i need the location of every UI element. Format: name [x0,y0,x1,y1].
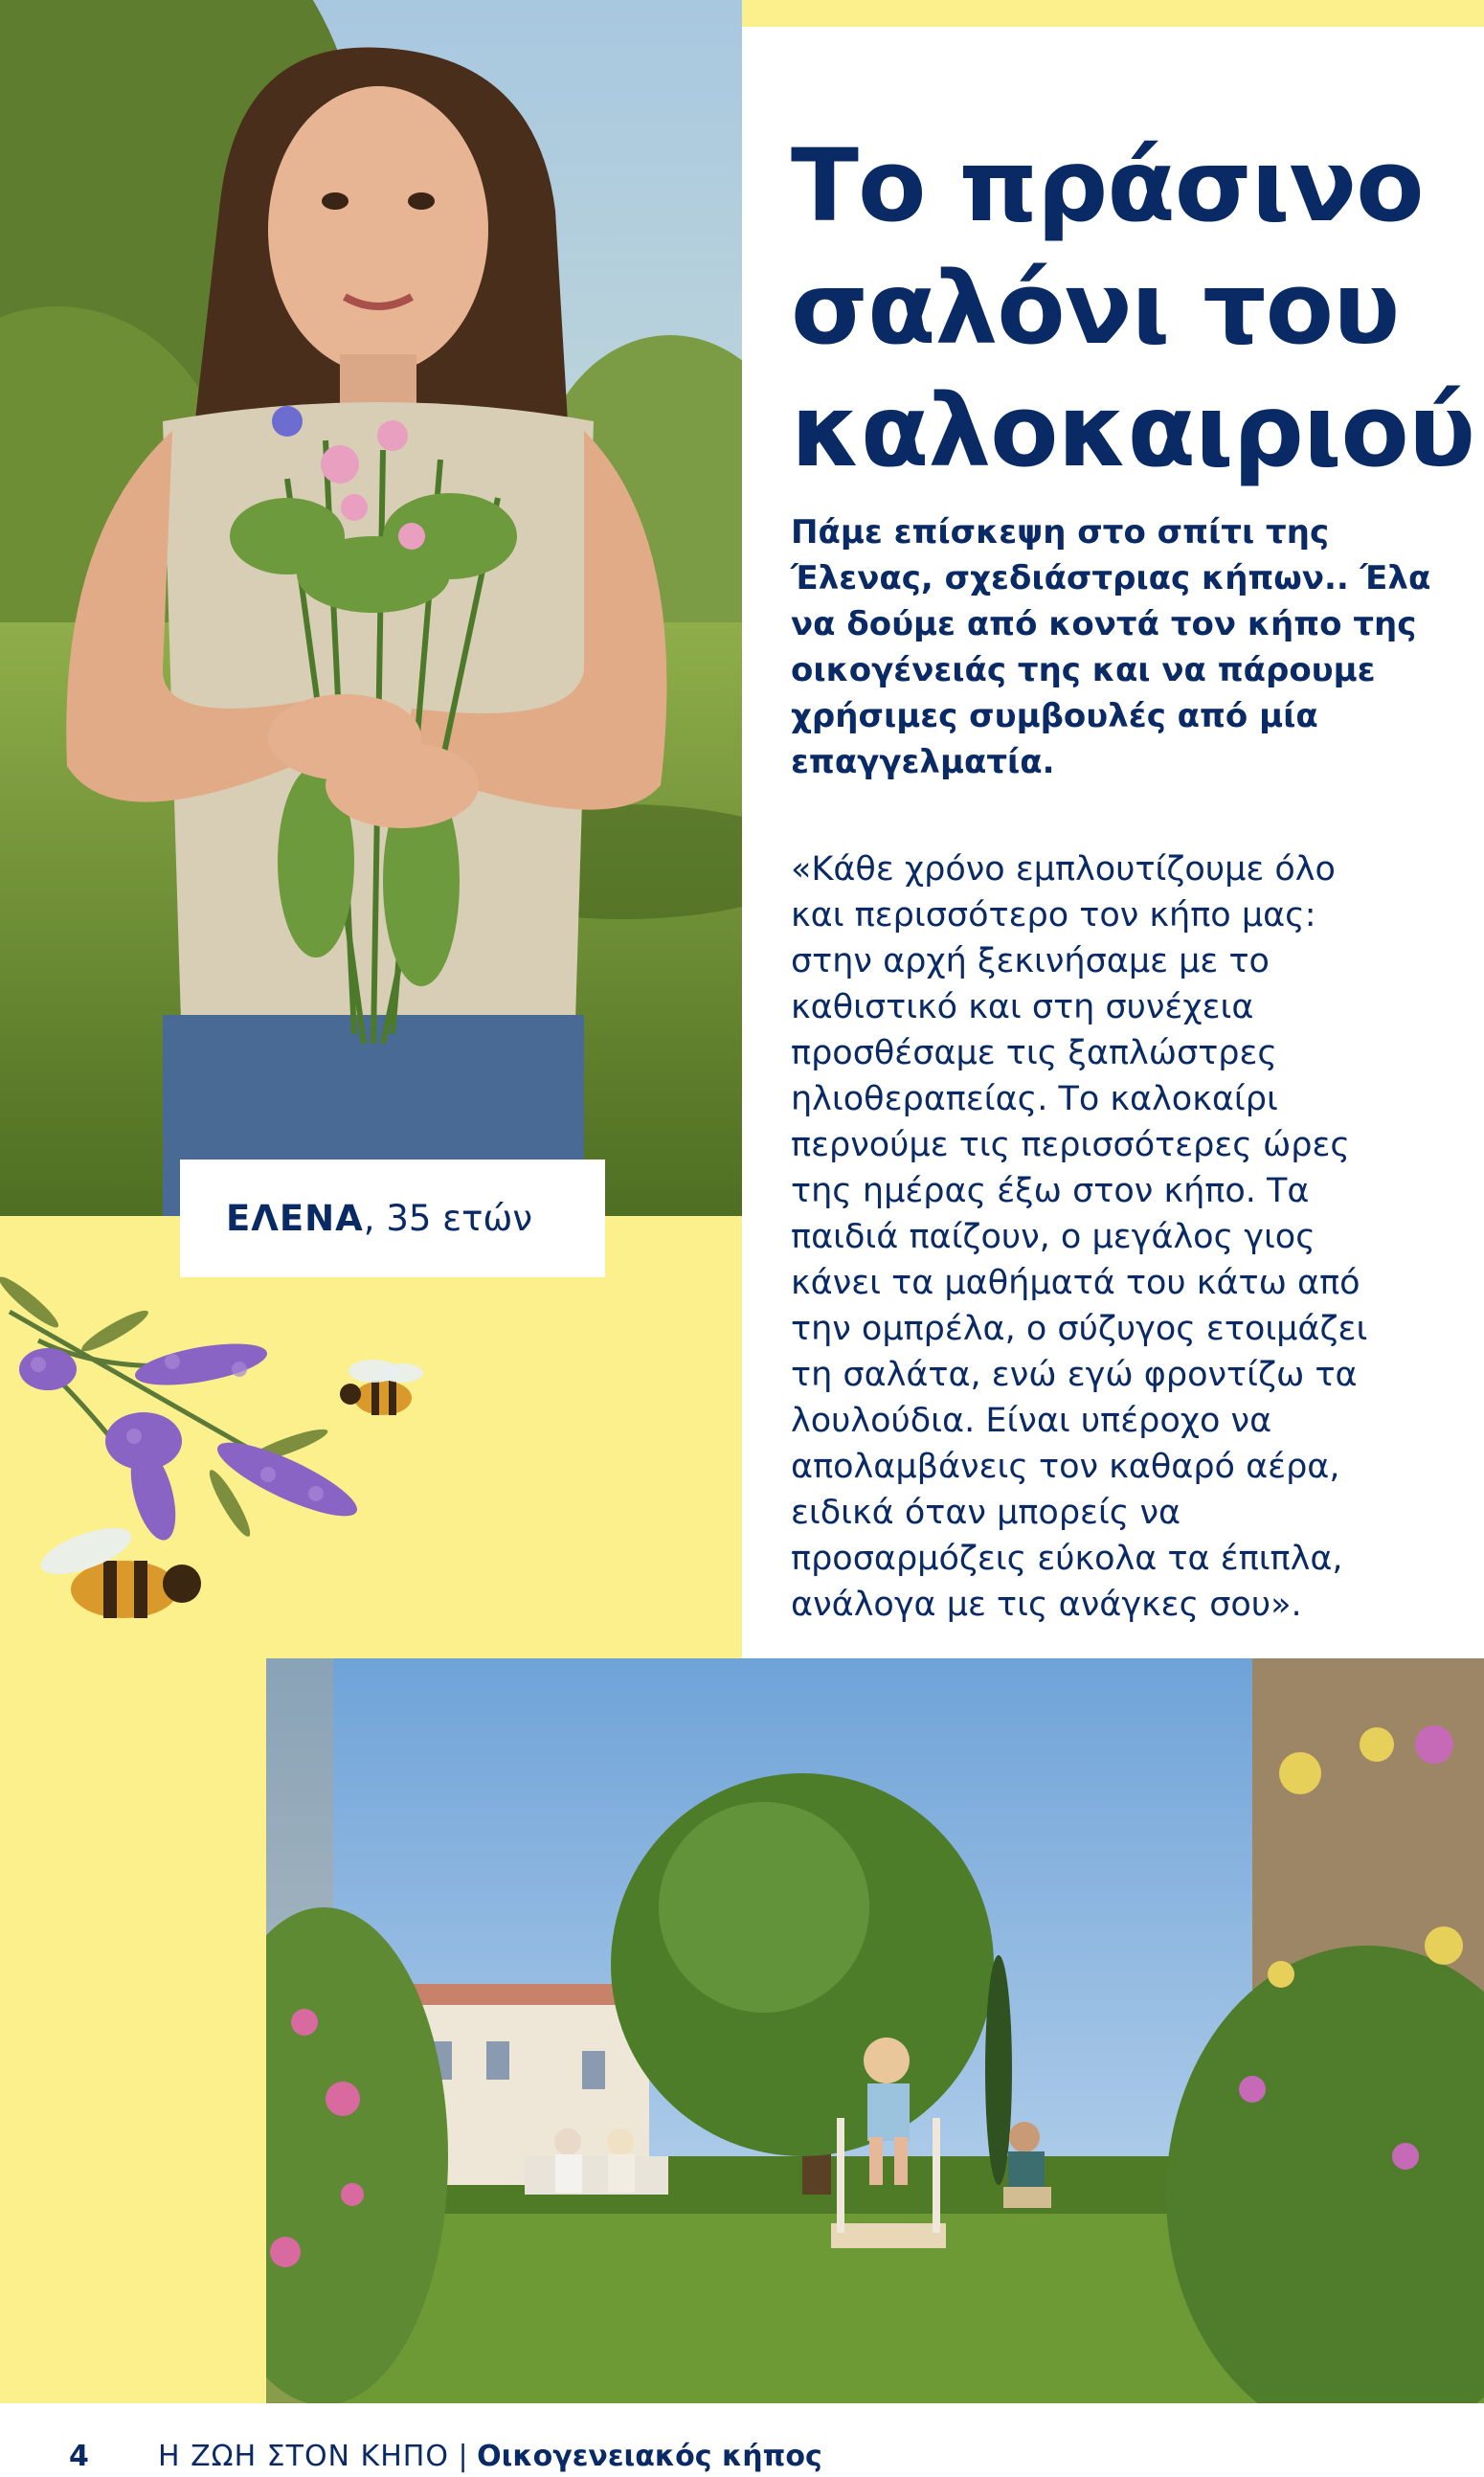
body-line: «Κάθε χρόνο εμπλουτίζουμε όλο [791,850,1336,889]
body-line: και περισσότερο τον κήπο μας: [791,896,1316,935]
body-line: απολαμβάνεις τον καθαρό αέρα, [791,1448,1340,1486]
body-line: ειδικά όταν μπορείς να [791,1494,1181,1532]
body-line: της ημέρας έξω στον κήπο. Τα [791,1172,1310,1210]
title-line: σαλόνι του [791,250,1400,367]
title-line: καλοκαιριού [791,372,1475,489]
body-line: προσθέσαμε τις ξαπλώστρες [791,1034,1277,1072]
name-card [180,1160,605,1277]
body-line: προσαρμόζεις εύκολα τα έπιπλα, [791,1540,1343,1578]
woman-with-flowers-photo [0,0,742,1216]
title-line: Το πράσινο [791,127,1424,244]
lead-line: Πάμε επίσκεψη στο σπίτι της [791,513,1330,552]
person-name: ΕΛΕΝΑ [226,1198,364,1239]
section-title: Η ΖΩΗ ΣΤΟΝ ΚΗΠΟ [158,2440,449,2473]
body-line: ηλιοθεραπείας. Το καλοκαίρι [791,1080,1278,1118]
person-age: , 35 ετών [363,1198,533,1239]
article-quote [791,846,1461,1628]
footer-section [158,2440,822,2473]
footer-separator: | [448,2440,478,2473]
page-number: 4 [69,2440,89,2473]
body-line: την ομπρέλα, ο σύζυγος ετοιμάζει [791,1310,1368,1348]
body-line: στην αρχή ξεκινήσαμε με το [791,942,1270,980]
body-line: τη σαλάτα, ενώ εγώ φροντίζω τα [791,1356,1358,1394]
subsection-title: Οικογενειακός κήπος [477,2440,822,2473]
lavender-bees-illustration [0,1273,498,1647]
yellow-top-bar [742,0,1484,27]
lead-line: οικογένειάς της και να πάρουμε [791,651,1376,689]
article-title [791,124,1475,492]
body-line: παιδιά παίζουν, ο μεγάλος γιος [791,1218,1315,1256]
body-line: ανάλογα με τις ανάγκες σου». [791,1586,1302,1624]
article-lead [791,509,1461,785]
lead-line: χρήσιμες συμβουλές από μία [791,697,1318,735]
body-line: λουλούδια. Είναι υπέροχο να [791,1402,1272,1440]
lead-line: Έλενας, σχεδιάστριας κήπων.. Έλα [791,559,1431,597]
body-line: περνούμε τις περισσότερες ώρες [791,1126,1350,1164]
body-line: καθιστικό και στη συνέχεια [791,988,1254,1026]
body-line: κάνει τα μαθήματά του κάτω από [791,1264,1360,1302]
family-garden-photo [266,1658,1484,2403]
lead-line: να δούμε από κοντά τον κήπο της [791,605,1417,643]
lead-line: επαγγελματία. [791,743,1055,781]
